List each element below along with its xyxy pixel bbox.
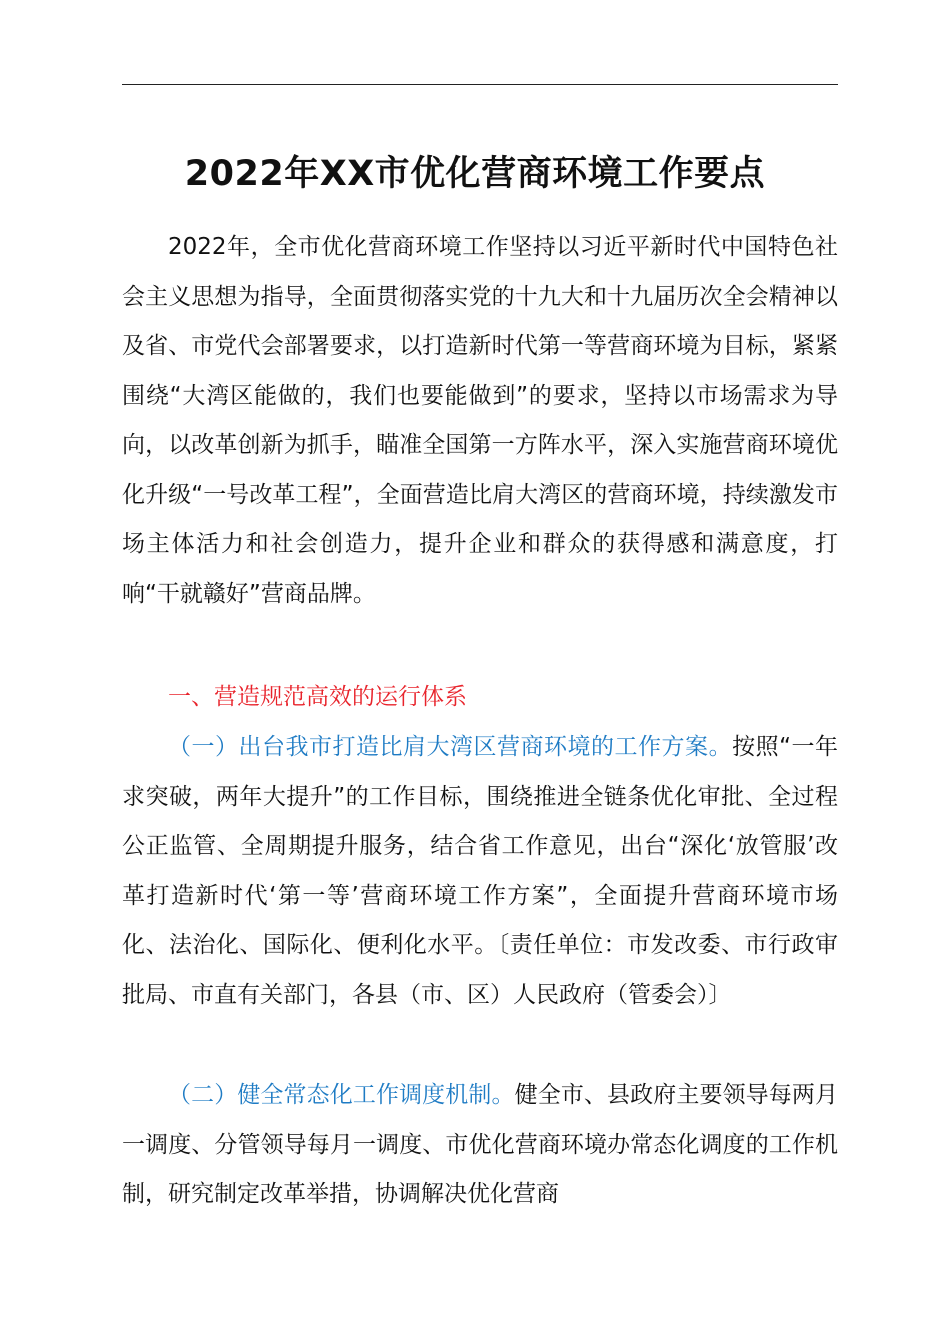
section-heading: 一、营造规范高效的运行体系 (168, 684, 467, 710)
section-item-2 (122, 1071, 838, 1220)
section-item-2-body: 健全市、县政府主要领导每两月一调度、分管领导每月一调度、市优化营商环境办常态化调度的工作机制，研究制定改革举措，协调解决优化营商 (122, 1082, 839, 1207)
section-item-1 (122, 723, 838, 1020)
section-item-2-heading: （二）健全常态化工作调度机制。 (168, 1082, 515, 1108)
section-item-1-body: 按照“一年求突破，两年大提升”的工作目标，围绕推进全链条优化审批、全过程公正监管、全周期提升服务，结合省工作意见，出台“深化‘放管服’改革打造新时代‘第一等’营商环境工作方案”，全面提升营商环境市场化、法治化、国际化、便利化水平。〔责任单位：市发改委、市行政审批局、市直有关部门，各县（市、区）人民政府（管委会）〕 (122, 734, 839, 1008)
document-title: 2022年XX市优化营商环境工作要点 (184, 154, 766, 194)
intro-paragraph: 2022年，全市优化营商环境工作坚持以习近平新时代中国特色社会主义思想为指导，全面贯彻落实党的十九大和十九届历次全会精神以及省、市党代会部署要求，以打造新时代第一等营商环境为目标，紧紧围绕“大湾区能做的，我们也要能做到”的要求，坚持以市场需求为导向，以改革创新为抓手，瞄准全国第一方阵水平，深入实施营商环境优化升级“一号改革工程”，全面营造比肩大湾区的营商环境，持续激发市场主体活力和社会创造力，提升企业和群众的获得感和满意度，打响“干就赣好”营商品牌。 (122, 234, 838, 607)
header-rule (122, 84, 838, 85)
section-item-1-heading: （一）出台我市打造比肩大湾区营商环境的工作方案。 (168, 734, 733, 760)
